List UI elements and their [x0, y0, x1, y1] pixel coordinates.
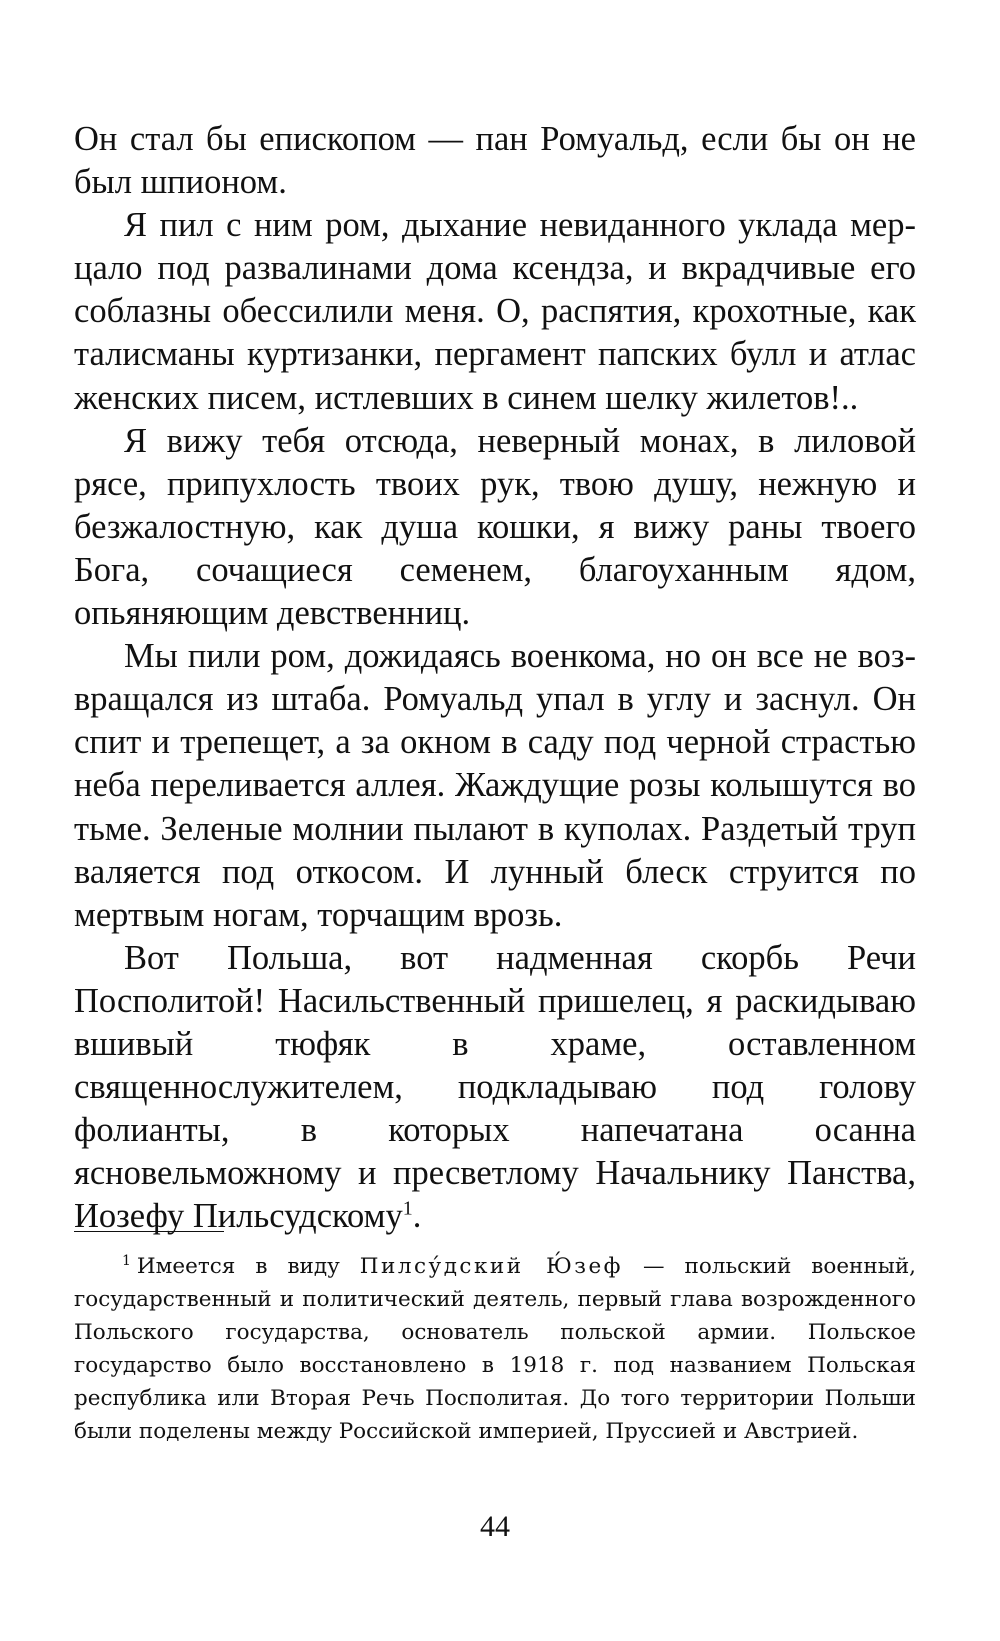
paragraph-1: Он стал бы епископом — пан Ромуальд, если бы он не был шпионом.: [74, 120, 916, 202]
footnote-person-name: Пилсу́дский Ю́зеф: [359, 1254, 624, 1279]
footnote-reference[interactable]: 1: [402, 1197, 413, 1220]
paragraph-5: [74, 937, 916, 1239]
footnote-divider: [74, 1231, 224, 1232]
footnote: [74, 1250, 916, 1448]
footnote-intro: Имеется в виду: [136, 1254, 340, 1279]
paragraph-2: Я пил с ним ром, дыхание невиданного уклада мерцало под развалинами дома ксендза, и вкрадчивые его соблазны обессилили меня. О, распятия, крохотные, как талисманы куртизанки, пергамент папских булл и атлас женских писем, истлевших в синем шелку жилетов!..: [74, 206, 916, 417]
main-text: [74, 118, 916, 1238]
footnote-text: — польский военный, государственный и политический деятель, первый глава возрожденного Польского государства, основатель польской армии. Польское государство было восстановлено в 1918 г. под названием Польская республика или Вторая Речь Посполитая. До того территории Польши были поделены между Российской империей, Пруссией и Австрией.: [74, 1254, 916, 1444]
paragraph-5-text: Вот Польша, вот надменная скорбь Речи Посполитой! Насильственный пришелец, я раскидываю вшивый тюфяк в храме, оставленном священнослужителем, подкладываю под голову фолианты, в которых напечатана осанна ясновельможному и пресветлому Начальнику Панства, Иозефу Пильсудскому: [74, 938, 916, 1236]
paragraph-4: Мы пили ром, дожидаясь военкома, но он все не возвращался из штаба. Ромуальд упал в углу и заснул. Он спит и трепещет, а за окном в саду под черной страстью неба переливается аллея. Жаждущие розы колышутся во тьме. Зеленые молнии пылают в куполах. Раздетый труп валяется под откосом. И лунный блеск струится по мертвым ногам, торчащим врозь.: [74, 637, 916, 934]
footnote-mark: 1: [122, 1252, 131, 1269]
paragraph-5-end: .: [412, 1197, 422, 1236]
paragraph-3: Я вижу тебя отсюда, неверный монах, в лиловой рясе, припухлость твоих рук, твою душу, нежную и безжалостную, как душа кошки, я вижу раны твоего Бога, сочащиеся семенем, благоуханным ядом, опьяняющим девственниц.: [74, 421, 916, 633]
page-number: 44: [480, 1510, 510, 1543]
